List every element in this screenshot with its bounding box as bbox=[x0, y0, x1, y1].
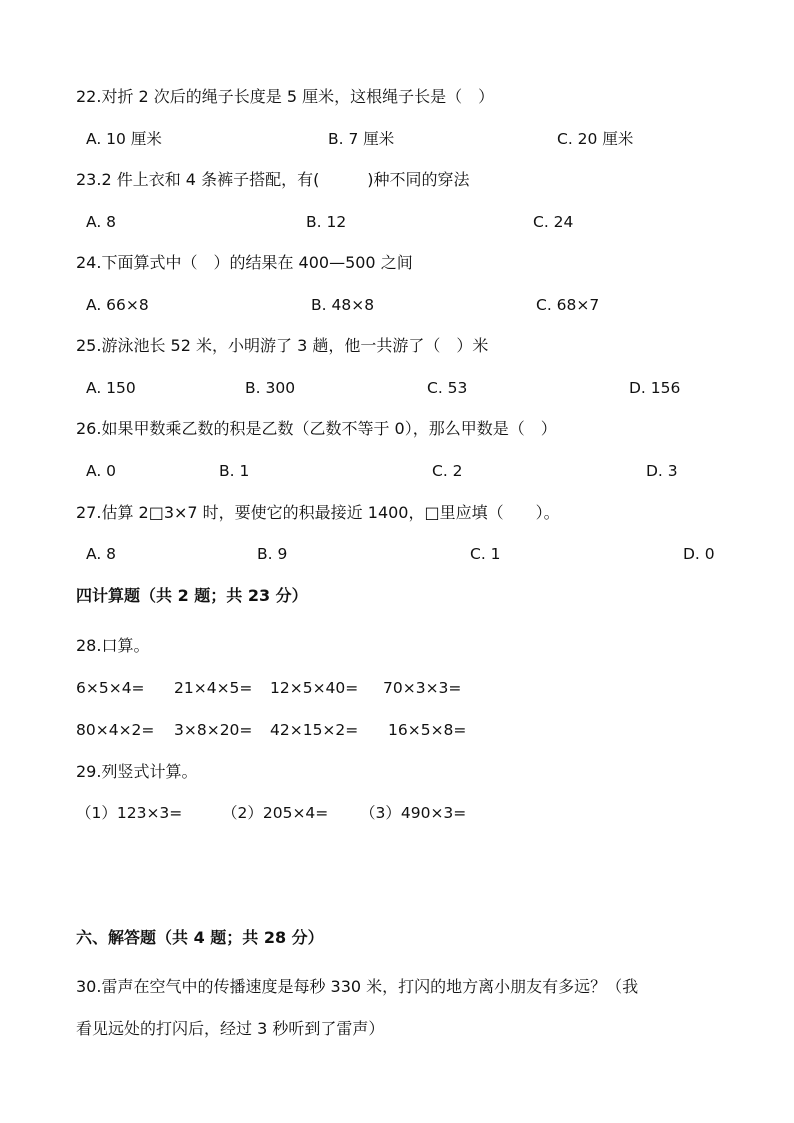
oral-calc-item: 16×5×8= bbox=[388, 721, 467, 739]
oral-calc-item: 70×3×3= bbox=[383, 679, 462, 697]
question-24-option-a: A. 66×8 bbox=[86, 296, 149, 314]
question-30-line-1: 30.雷声在空气中的传播速度是每秒 330 米，打闪的地方离小朋友有多远？（我 bbox=[76, 977, 639, 996]
question-28-title: 28.口算。 bbox=[76, 636, 150, 655]
question-27-option-a: A. 8 bbox=[86, 545, 117, 563]
section-heading-calculation: 四计算题（共 2 题；共 23 分） bbox=[76, 586, 308, 605]
question-26-option-a: A. 0 bbox=[86, 462, 117, 480]
oral-calc-item: 21×4×5= bbox=[174, 679, 253, 697]
question-26-option-b: B. 1 bbox=[219, 462, 250, 480]
section-heading-word-problems: 六、解答题（共 4 题；共 28 分） bbox=[76, 928, 324, 947]
question-23-option-a: A. 8 bbox=[86, 213, 117, 231]
question-22-option-a: A. 10 厘米 bbox=[86, 130, 162, 148]
question-25-option-d: D. 156 bbox=[629, 379, 681, 397]
oral-calc-item: 80×4×2= bbox=[76, 721, 155, 739]
vertical-calc-item: （1）123×3= bbox=[76, 804, 183, 822]
question-26-option-c: C. 2 bbox=[432, 462, 463, 480]
question-23-option-b: B. 12 bbox=[306, 213, 347, 231]
question-25-option-b: B. 300 bbox=[245, 379, 296, 397]
question-22-option-b: B. 7 厘米 bbox=[328, 130, 395, 148]
question-26-stem: 26.如果甲数乘乙数的积是乙数（乙数不等于 0），那么甲数是（ ） bbox=[76, 419, 557, 438]
question-23-stem: 23.2 件上衣和 4 条裤子搭配，有( )种不同的穿法 bbox=[76, 170, 470, 189]
question-27-option-c: C. 1 bbox=[470, 545, 501, 563]
vertical-calc-item: （3）490×3= bbox=[360, 804, 467, 822]
vertical-calc-item: （2）205×4= bbox=[222, 804, 329, 822]
question-24-stem: 24.下面算式中（ ）的结果在 400—500 之间 bbox=[76, 253, 413, 272]
question-27-stem: 27.估算 2□3×7 时，要使它的积最接近 1400，□里应填（ ）。 bbox=[76, 503, 560, 522]
oral-calc-item: 12×5×40= bbox=[270, 679, 359, 697]
question-26-option-d: D. 3 bbox=[646, 462, 678, 480]
question-25-option-c: C. 53 bbox=[427, 379, 468, 397]
oral-calc-item: 3×8×20= bbox=[174, 721, 253, 739]
question-25-stem: 25.游泳池长 52 米，小明游了 3 趟，他一共游了（ ）米 bbox=[76, 336, 489, 355]
question-27-option-d: D. 0 bbox=[683, 545, 715, 563]
question-29-title: 29.列竖式计算。 bbox=[76, 762, 198, 781]
question-27-option-b: B. 9 bbox=[257, 545, 288, 563]
question-23-option-c: C. 24 bbox=[533, 213, 574, 231]
question-22-option-c: C. 20 厘米 bbox=[557, 130, 634, 148]
oral-calc-item: 6×5×4= bbox=[76, 679, 145, 697]
question-30-line-2: 看见远处的打闪后，经过 3 秒听到了雷声） bbox=[76, 1019, 385, 1038]
question-25-option-a: A. 150 bbox=[86, 379, 136, 397]
oral-calc-item: 42×15×2= bbox=[270, 721, 359, 739]
question-24-option-b: B. 48×8 bbox=[311, 296, 375, 314]
question-24-option-c: C. 68×7 bbox=[536, 296, 600, 314]
question-22-stem: 22.对折 2 次后的绳子长度是 5 厘米，这根绳子长是（ ） bbox=[76, 87, 495, 106]
